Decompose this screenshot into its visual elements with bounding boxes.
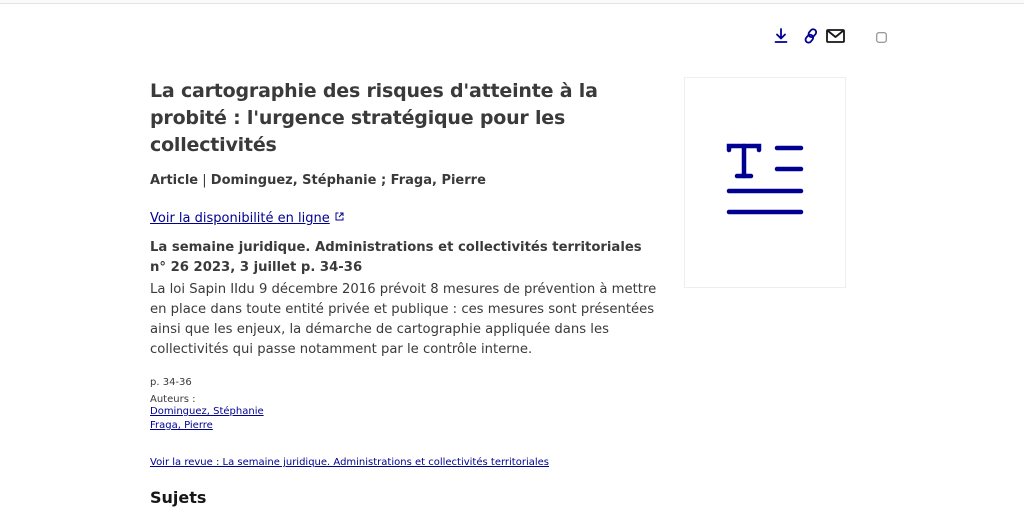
subjects-heading: Sujets xyxy=(150,488,207,507)
online-availability-link[interactable]: Voir la disponibilité en ligne xyxy=(150,211,330,226)
meta-separator: | xyxy=(198,173,211,188)
revue-link[interactable]: Voir la revue : La semaine juridique. Administrations et collectivités territoriales xyxy=(150,457,549,468)
online-availability xyxy=(150,210,660,226)
select-record-checkbox[interactable] xyxy=(876,32,887,43)
record-authors-inline: Dominguez, Stéphanie ; Fraga, Pierre xyxy=(210,173,486,188)
record-title: La cartographie des risques d'atteinte à la probité : l'urgence stratégique pour les collectivités xyxy=(150,80,598,156)
record-detail xyxy=(150,78,660,468)
authors-label: Auteurs : xyxy=(150,394,196,405)
checkbox-icon xyxy=(876,32,887,43)
download-icon xyxy=(774,28,788,44)
external-link-icon xyxy=(335,210,344,225)
author-link[interactable]: Fraga, Pierre xyxy=(150,420,213,431)
record-actions xyxy=(770,28,900,48)
record-type: Article xyxy=(150,173,199,188)
download-button[interactable] xyxy=(774,28,788,44)
record-meta xyxy=(150,173,660,188)
author-link[interactable]: Dominguez, Stéphanie xyxy=(150,406,264,417)
record-source: La semaine juridique. Administrations et collectivités territoriales n° 26 2023, 3 juillet p. 34-36 xyxy=(150,240,642,275)
record-abstract: La loi Sapin IIdu 9 décembre 2016 prévoit 8 mesures de prévention à mettre en place dans toute entité privée et publique : ces mesures sont présentées ainsi que les enjeux, la démarche de cartographie appliquée dans les collectivités qui passe notamment par le contrôle interne. xyxy=(150,282,657,357)
top-border xyxy=(0,0,1024,4)
record-pages: p. 34-36 xyxy=(150,377,192,388)
email-button[interactable] xyxy=(826,29,845,43)
text-document-icon xyxy=(725,142,805,222)
copy-link-button[interactable] xyxy=(804,28,819,44)
record-thumbnail xyxy=(684,77,846,288)
mail-icon xyxy=(826,29,845,43)
link-icon xyxy=(804,28,819,44)
